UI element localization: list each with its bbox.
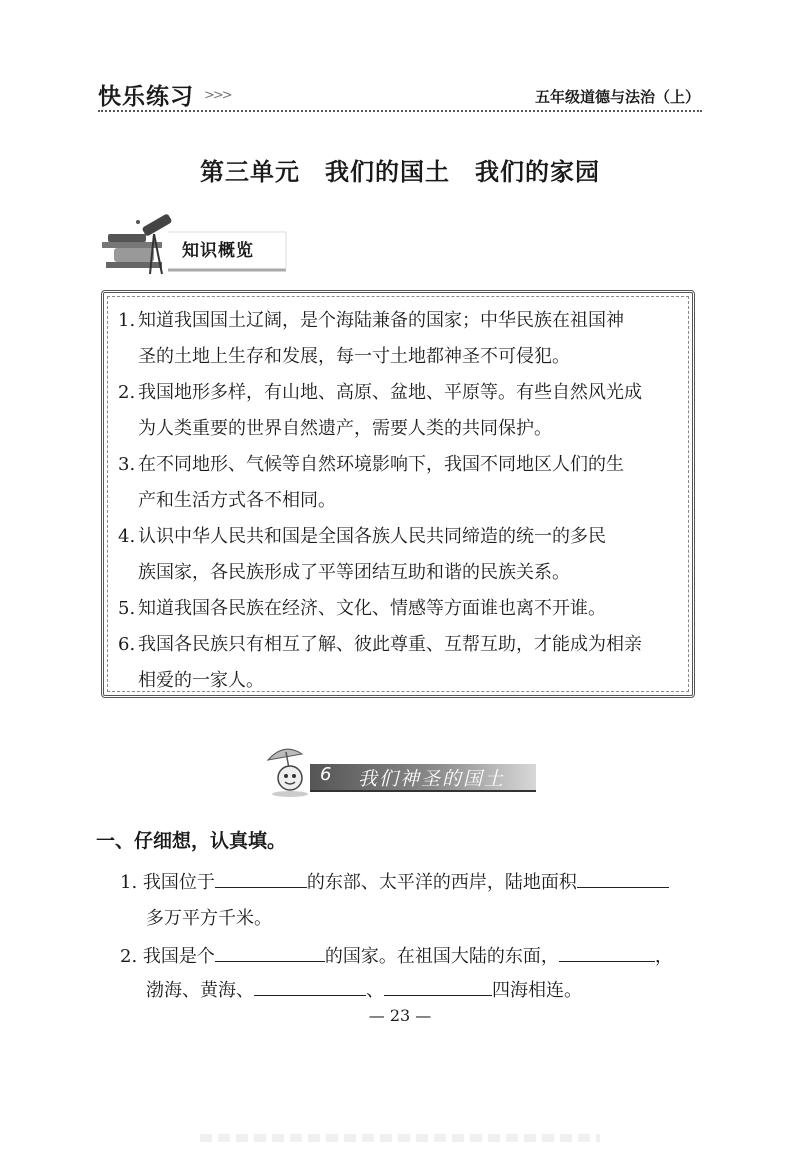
header-book-title: 五年级道德与法治（上） bbox=[534, 88, 700, 106]
question-number: 2. bbox=[120, 946, 138, 967]
question-text: 我国位于 bbox=[142, 872, 215, 893]
page-number: — 23 — bbox=[368, 1006, 432, 1025]
answer-blank[interactable] bbox=[254, 977, 366, 996]
answer-blank[interactable] bbox=[215, 943, 325, 962]
header-divider bbox=[98, 110, 702, 112]
question-1-line-1 bbox=[120, 868, 669, 894]
question-text: ， bbox=[654, 946, 673, 967]
unit-title: 第三单元 我们的国土 我们的家园 bbox=[200, 157, 600, 186]
item-line: 我国各民族只有相互了解、彼此尊重、互帮互助，才能成为相亲 bbox=[138, 634, 642, 655]
lesson-title: 我们神圣的国土 bbox=[358, 768, 506, 790]
lesson-number: 6 bbox=[320, 764, 332, 785]
knowledge-item bbox=[118, 447, 686, 519]
page-header bbox=[98, 78, 702, 112]
item-line: 知道我国国土辽阔，是个海陆兼备的国家；中华民族在祖国神 bbox=[138, 310, 624, 331]
question-text: 、 bbox=[366, 980, 384, 1001]
item-line: 圣的土地上生存和发展，每一寸土地都神圣不可侵犯。 bbox=[138, 346, 570, 367]
question-text: 四海相连。 bbox=[492, 980, 582, 1001]
item-line: 知道我国各民族在经济、文化、情感等方面谁也离不开谁。 bbox=[138, 598, 606, 619]
item-line: 认识中华人民共和国是全国各族人民共同缔造的统一的多民 bbox=[138, 526, 606, 547]
item-line: 产和生活方式各不相同。 bbox=[138, 490, 336, 511]
header-arrows: >>> bbox=[204, 88, 231, 103]
item-number: 2. bbox=[118, 382, 136, 403]
item-line: 我国地形多样，有山地、高原、盆地、平原等。有些自然风光成 bbox=[138, 382, 642, 403]
knowledge-item bbox=[118, 591, 686, 627]
question-text: 渤海、黄海、 bbox=[146, 980, 254, 1001]
lesson-banner bbox=[262, 740, 554, 798]
question-text: 我国是个 bbox=[142, 946, 215, 967]
answer-blank[interactable] bbox=[384, 977, 492, 996]
knowledge-overview-box bbox=[101, 290, 695, 698]
question-text: 的国家。在祖国大陆的东面， bbox=[324, 946, 559, 967]
overview-banner bbox=[98, 212, 288, 278]
exercise-heading: 一、仔细想，认真填。 bbox=[96, 830, 287, 852]
knowledge-item bbox=[118, 627, 686, 699]
answer-blank[interactable] bbox=[559, 943, 655, 962]
item-number: 6. bbox=[118, 634, 136, 655]
item-line: 在不同地形、气候等自然环境影响下，我国不同地区人们的生 bbox=[138, 454, 624, 475]
knowledge-item bbox=[118, 375, 686, 447]
question-2-line-2 bbox=[146, 976, 582, 1002]
answer-blank[interactable] bbox=[577, 869, 669, 888]
question-1-line-2: 多万平方千米。 bbox=[146, 908, 272, 929]
item-line: 相爱的一家人。 bbox=[138, 670, 264, 691]
question-text: 的东部、太平洋的西岸，陆地面积 bbox=[306, 872, 577, 893]
answer-blank[interactable] bbox=[215, 869, 307, 888]
item-number: 3. bbox=[118, 454, 136, 475]
header-series-title: 快乐练习 bbox=[98, 84, 194, 110]
footer-bleed-through bbox=[200, 1134, 600, 1142]
knowledge-item bbox=[118, 303, 686, 375]
item-number: 1. bbox=[118, 310, 136, 331]
question-2-line-1 bbox=[120, 942, 673, 968]
item-number: 5. bbox=[118, 598, 136, 619]
knowledge-item bbox=[118, 519, 686, 591]
item-line: 为人类重要的世界自然遗产，需要人类的共同保护。 bbox=[138, 418, 552, 439]
item-line: 族国家，各民族形成了平等团结互助和谐的民族关系。 bbox=[138, 562, 570, 583]
knowledge-list bbox=[118, 303, 686, 699]
item-number: 4. bbox=[118, 526, 136, 547]
overview-label: 知识概览 bbox=[182, 241, 254, 261]
question-number: 1. bbox=[120, 872, 138, 893]
